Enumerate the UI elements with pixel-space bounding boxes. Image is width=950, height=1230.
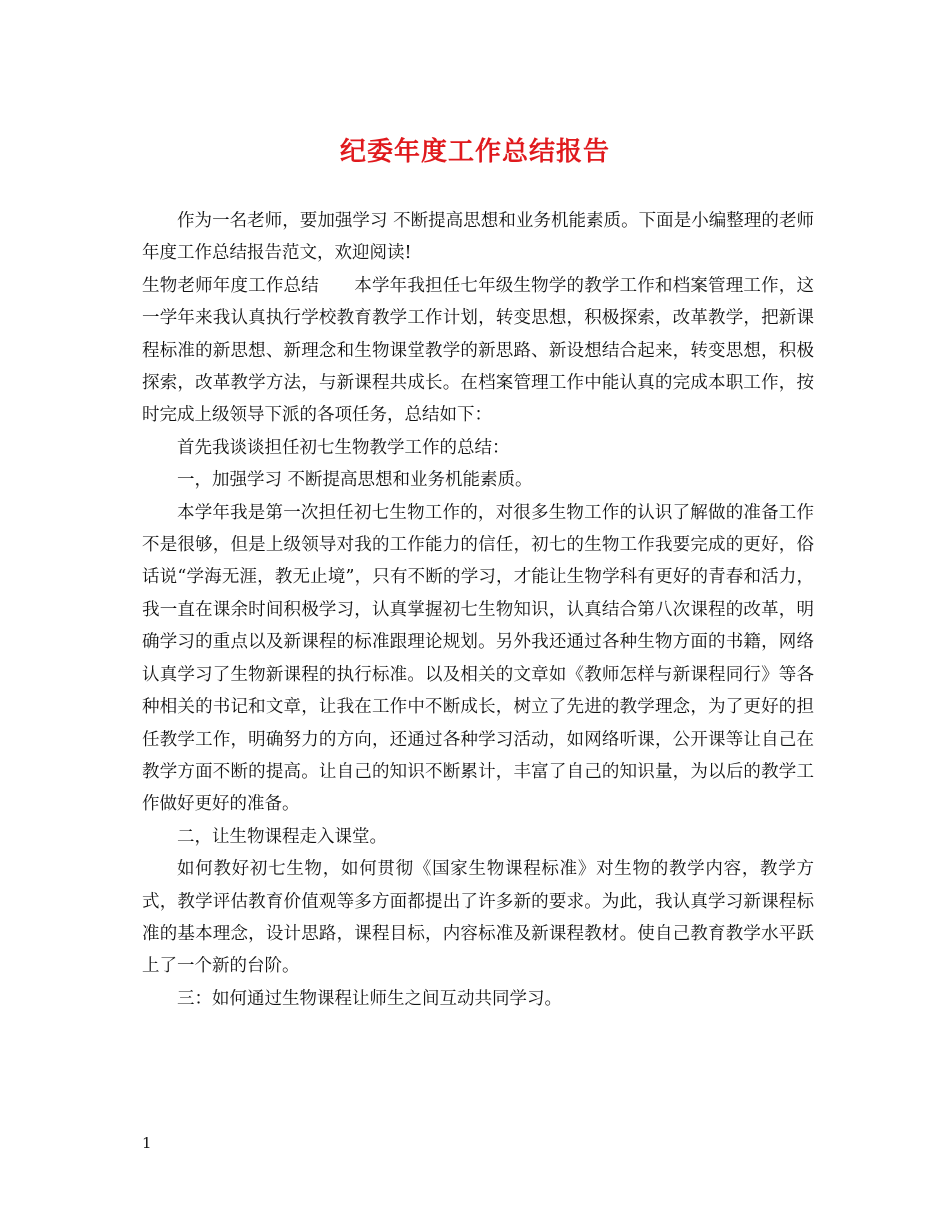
section-2-paragraph: 如何教好初七生物，如何贯彻《国家生物课程标准》对生物的教学内容，教学方式，教学评估教育价值观等多方面都提出了许多新的要求。为此，我认真学习新课程标准的基本理念，设计思路，课程目标，内容标准及新课程教材。使自己教育教学水平跃上了一个新的台阶。 bbox=[142, 859, 814, 977]
document-title: 纪委年度工作总结报告 bbox=[339, 137, 610, 167]
section-heading-2: 二，让生物课程走入课堂。 bbox=[177, 826, 387, 847]
section-intro-paragraph: 首先我谈谈担任初七生物教学工作的总结： bbox=[177, 437, 510, 458]
section-heading-3: 三：如何通过生物课程让师生之间互动共同学习。 bbox=[177, 988, 562, 1009]
section-1-paragraph: 本学年我是第一次担任初七生物工作的，对很多生物工作的认识了解做的准备工作不是很够，但是上级领导对我的工作能力的信任，初七的生物工作我要完成的更好，俗话说“学海无涯，教无止境”，只有不断的学习，才能让生物学科有更好的青春和活力，我一直在课余时间积极学习，认真掌握初七生物知识，认真结合第八次课程的改革，明确学习的重点以及新课程的标准跟理论规划。另外我还通过各种生物方面的书籍，网络认真学习了生物新课程的执行标准。以及相关的文章如《教师怎样与新课程同行》等各种相关的书记和文章，让我在工作中不断成长，树立了先进的教学理念，为了更好的担任教学工作，明确努力的方向，还通过各种学习活动，如网络听课，公开课等让自己在教学方面不断的提高。让自己的知识不断累计，丰富了自己的知识量，为以后的教学工作做好更好的准备。 bbox=[142, 502, 814, 815]
section-heading-1: 一，加强学习 不断提高思想和业务机能素质。 bbox=[177, 470, 533, 491]
page-number: 1 bbox=[142, 1134, 152, 1152]
intro-paragraph: 作为一名老师，要加强学习 不断提高思想和业务机能素质。下面是小编整理的老师年度工作总结报告范文，欢迎阅读! bbox=[142, 211, 814, 264]
summary-paragraph: 生物老师年度工作总结 本学年我担任七年级生物学的教学工作和档案管理工作，这一学年来我认真执行学校教育教学工作计划，转变思想，积极探索，改革教学，把新课程标准的新思想、新理念和生物课堂教学的新思路、新设想结合起来，转变思想，积极探索，改革教学方法，与新课程共成长。在档案管理工作中能认真的完成本职工作，按时完成上级领导下派的各项任务，总结如下： bbox=[142, 275, 814, 426]
document-body bbox=[142, 205, 814, 1015]
